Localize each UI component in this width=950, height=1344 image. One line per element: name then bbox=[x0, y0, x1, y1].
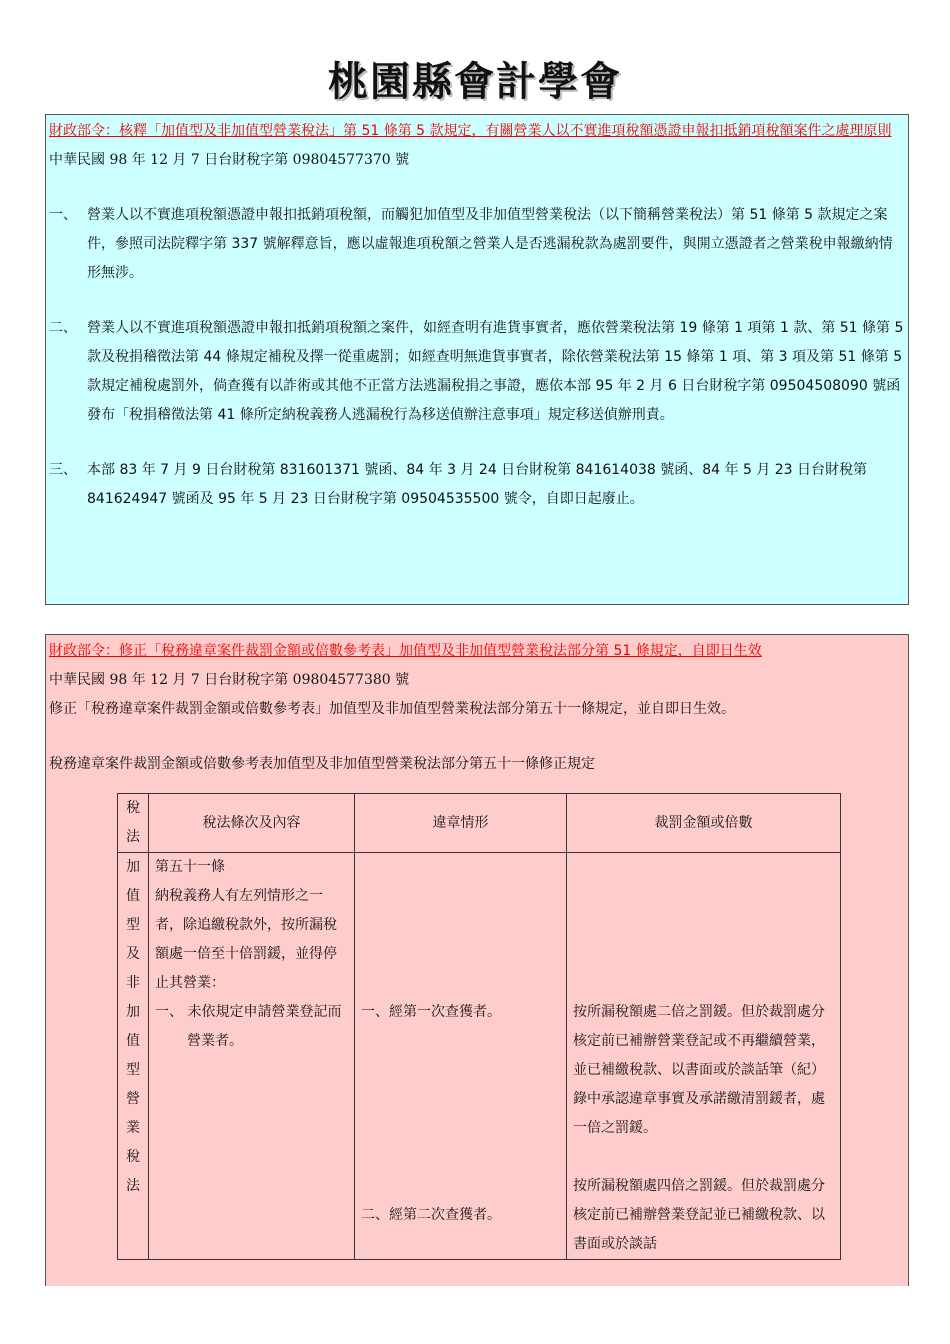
clause-1: 一、 未依規定申請營業登記而營業者。 bbox=[155, 1004, 342, 1049]
item-number: 三、 bbox=[49, 462, 77, 478]
item-number: 一、 bbox=[49, 207, 77, 223]
violation-cell bbox=[355, 853, 567, 1260]
header-violation: 違章情形 bbox=[355, 794, 567, 853]
penalty-cell bbox=[567, 853, 841, 1260]
ruling-1-item bbox=[49, 456, 905, 514]
ruling-2-intro: 修正「稅務違章案件裁罰金額或倍數參考表」加值型及非加值型營業稅法部分第五十一條規定，並自即日生效。 bbox=[49, 701, 735, 717]
ruling-1-item bbox=[49, 314, 905, 430]
violation-case-1: 一、經第一次查獲者。 bbox=[361, 1004, 501, 1020]
violation-case-2: 二、經第二次查獲者。 bbox=[361, 1207, 501, 1223]
ruling-1-date: 中華民國 98 年 12 月 7 日台財稅字第 09804577370 號 bbox=[49, 152, 410, 168]
page-title: 桃園縣會計學會 bbox=[328, 59, 622, 105]
ruling-section-1 bbox=[45, 114, 909, 605]
penalty-2: 按所漏稅額處四倍之罰鍰。但於裁罰處分核定前已補辦營業登記並已補繳稅款、以書面或於談話 bbox=[573, 1178, 825, 1252]
ruling-2-date: 中華民國 98 年 12 月 7 日台財稅字第 09804577380 號 bbox=[49, 672, 410, 688]
article-body: 納稅義務人有左列情形之一者，除追繳稅款外，按所漏稅額處一倍至十倍罰鍰，並得停止其營業： bbox=[155, 888, 337, 991]
penalty-table bbox=[117, 793, 841, 1260]
law-name-cell bbox=[118, 853, 149, 1260]
item-text: 營業人以不實進項稅額憑證申報扣抵銷項稅額，而觸犯加值型及非加值型營業稅法（以下簡稱營業稅法）第 51 條第 5 款規定之案件，參照司法院釋字第 337 號解釋意旨，應以虛報進項稅額之營業人是否逃漏稅款為處罰要件，與開立憑證者之營業稅申報繳納情形無涉。 bbox=[87, 207, 893, 281]
ruling-section-2 bbox=[45, 634, 909, 1286]
item-text: 本部 83 年 7 月 9 日台財稅第 831601371 號函、84 年 3 月 24 日台財稅第 841614038 號函、84 年 5 月 23 日台財稅第 841624947 號函及 95 年 5 月 23 日台財稅字第 09504535500 號令，自即日起廢止。 bbox=[87, 462, 868, 507]
ruling-1-item bbox=[49, 201, 905, 288]
table-title: 稅務違章案件裁罰金額或倍數參考表加值型及非加值型營業稅法部分第五十一條修正規定 bbox=[49, 756, 595, 772]
item-number: 二、 bbox=[49, 320, 77, 336]
header-penalty: 裁罰金額或倍數 bbox=[567, 794, 841, 853]
table-row bbox=[118, 853, 841, 1260]
article-cell bbox=[149, 853, 355, 1260]
table-header-row bbox=[118, 794, 841, 853]
article-number: 第五十一條 bbox=[155, 859, 225, 875]
ruling-1-heading-link[interactable]: 財政部令：核釋「加值型及非加值型營業稅法」第 51 條第 5 款規定，有關營業人以不實進項稅額憑證申報扣抵銷項稅額案件之處理原則 bbox=[49, 123, 892, 139]
header-law: 稅法 bbox=[118, 794, 149, 853]
law-name: 加值型及非加值型營業稅法 bbox=[126, 859, 140, 1194]
ruling-2-heading-link[interactable]: 財政部令：修正「稅務違章案件裁罰金額或倍數參考表」加值型及非加值型營業稅法部分第 51 條規定，自即日生效 bbox=[49, 643, 762, 659]
item-text: 營業人以不實進項稅額憑證申報扣抵銷項稅額之案件，如經查明有進貨事實者，應依營業稅法第 19 條第 1 項第 1 款、第 51 條第 5 款及稅捐稽徵法第 44 條規定補稅及擇一從重處罰；如經查明無進貨事實者，除依營業稅法第 15 條第 1 項、第 3 項及第 51 條第 5 款規定補稅處罰外，倘查獲有以詐術或其他不正當方法逃漏稅捐之事證，應依本部 95 年 2 月 6 日台財稅字第 09504508090 號函發布「稅捐稽徵法第 41 條所定納稅義務人逃漏稅行為移送偵辦注意事項」規定移送偵辦刑責。 bbox=[87, 320, 904, 423]
header-article: 稅法條次及內容 bbox=[149, 794, 355, 853]
penalty-1: 按所漏稅額處二倍之罰鍰。但於裁罰處分核定前已補辦營業登記或不再繼續營業，並已補繳稅款、以書面或於談話筆（紀）錄中承認違章事實及承諾繳清罰鍰者，處一倍之罰鍰。 bbox=[573, 1004, 825, 1136]
